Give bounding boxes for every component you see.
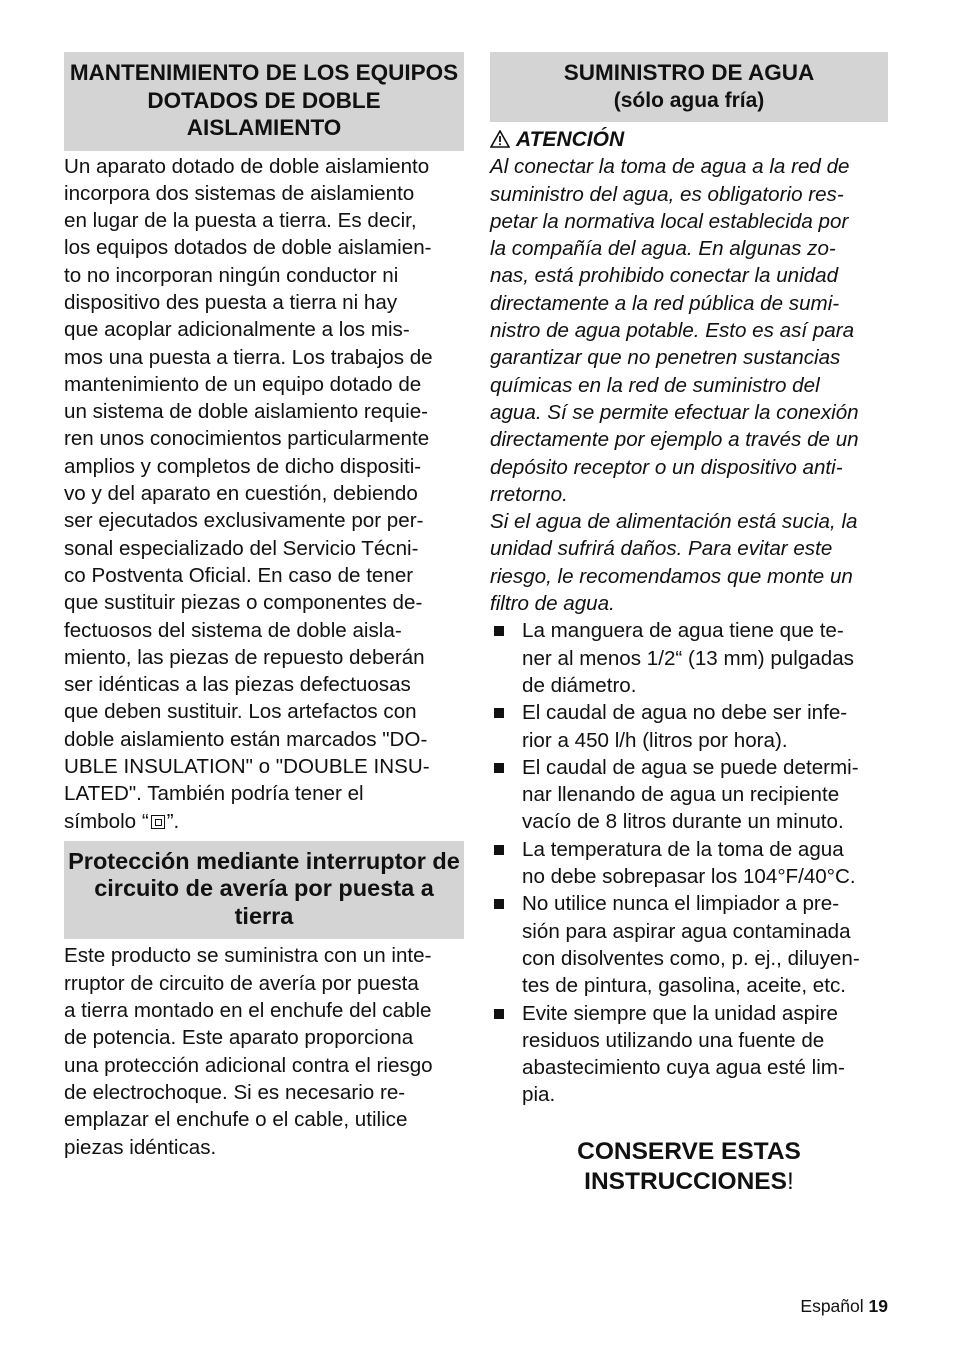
bullet-item [490,1000,888,1109]
section-heading-double-insulation: MANTENIMIENTO DE LOS EQUIPOS DOTADOS DE DOBLE AISLAMIENTO [64,52,464,151]
section-heading-gfci: Protección mediante interruptor de circuito de avería por puesta a tierra [64,841,464,940]
warning-title: ATENCIÓN [516,128,625,151]
text-line: co Postventa Oficial. En caso de tener [64,563,414,587]
right-column [490,52,888,1197]
bullet-text-line: con disolventes como, p. ej., diluyen- [522,946,860,970]
warning-text-line: Si el agua de alimentación está sucia, la [490,510,858,534]
warning-text-line: químicas en la red de suministro del [490,373,820,397]
bullet-square-icon [494,845,504,855]
warning-text-line: agua. Sí se permite efectuar la conexión [490,400,859,424]
bullet-text-line: El caudal de agua no debe ser infe- [522,701,848,725]
double-insulation-paragraph [64,153,464,835]
text-line: un sistema de doble aislamiento requie- [64,400,429,424]
symbol-text-suffix: ”. [166,809,180,833]
bullet-text-line: no debe sobrepasar los 104°F/40°C. [522,865,856,889]
text-line: dispositivo des puesta a tierra ni hay [64,290,398,314]
page-footer [800,1296,888,1317]
bullet-text-line: de diámetro. [522,673,637,697]
bullet-text-line: sión para aspirar agua contaminada [522,919,851,943]
warning-text-line: garantizar que no penetren sustancias [490,346,841,370]
warning-paragraph-2 [490,508,888,617]
text-line: a tierra montado en el enchufe del cable [64,999,432,1023]
water-supply-bullet-list [490,617,888,1108]
gfci-paragraph [64,942,464,1160]
keep-line-2-text: INSTRUCCIONES [584,1167,787,1195]
text-line: de electrochoque. Si es necesario re- [64,1080,406,1104]
warning-paragraph-1 [490,153,888,508]
warning-text-line: directamente a la red pública de sumi- [490,291,840,315]
text-line: to no incorporan ningún conductor ni [64,263,399,287]
text-line: mantenimiento de un equipo dotado de [64,372,422,396]
bullet-text-line: La manguera de agua tiene que te- [522,619,844,643]
text-line: vo y del aparato en cuestión, debiendo [64,482,418,506]
text-line: ser ejecutados exclusivamente por per- [64,509,424,533]
text-line: rruptor de circuito de avería por puesta [64,971,419,995]
text-line: que deben sustituir. Los artefactos con [64,700,417,724]
symbol-text-prefix: símbolo “ [64,809,149,833]
bullet-text-line: ner al menos 1/2“ (13 mm) pulgadas [522,646,854,670]
text-line: miento, las piezas de repuesto deberán [64,645,425,669]
double-insulation-last-line [64,808,464,835]
keep-line-2-exclamation: ! [787,1167,794,1195]
warning-heading [490,126,888,153]
left-column [64,52,464,1161]
text-line: que acoplar adicionalmente a los mis- [64,318,410,342]
bullet-text-line: El caudal de agua se puede determi- [522,755,859,779]
text-line: mos una puesta a tierra. Los trabajos de [64,345,433,369]
warning-text-line: filtro de agua. [490,592,615,616]
text-line: una protección adicional contra el riesgo [64,1053,433,1077]
keep-line-1: CONSERVE ESTAS [577,1137,801,1165]
warning-text-line: directamente por ejemplo a través de un [490,428,859,452]
warning-text-line: Al conectar la toma de agua a la red de [490,155,850,179]
warning-text-line: la compañía del agua. En algunas zo- [490,237,836,261]
text-line: piezas idénticas. [64,1135,217,1159]
bullet-text-line: residuos utilizando una fuente de [522,1028,825,1052]
warning-text-line: nistro de agua potable. Esto es así para [490,319,855,343]
bullet-square-icon [494,708,504,718]
warning-text-line: suministro del agua, es obligatorio res- [490,182,844,206]
water-supply-subtitle: (sólo agua fría) [613,88,765,112]
warning-text-line: petar la normativa local establecida por [490,209,849,233]
bullet-text-line: No utilice nunca el limpiador a pre- [522,892,840,916]
double-insulation-symbol-icon [151,815,165,829]
bullet-item [490,699,888,754]
bullet-square-icon [494,899,504,909]
keep-instructions-notice [490,1137,888,1197]
warning-text-line: rretorno. [490,482,568,506]
text-line: incorpora dos sistemas de aislamiento [64,181,415,205]
bullet-item [490,617,888,699]
bullet-text-line: nar llenando de agua un recipiente [522,783,840,807]
bullet-text-line: abastecimiento cuya agua esté lim- [522,1056,845,1080]
warning-text-line: depósito receptor o un dispositivo anti- [490,455,843,479]
water-supply-title: SUMINISTRO DE AGUA [563,60,815,85]
text-line: amplios y completos de dicho dispositi- [64,454,422,478]
text-line: UBLE INSULATION" o "DOUBLE INSU- [64,755,430,779]
text-line: sonal especializado del Servicio Técni- [64,536,419,560]
bullet-square-icon [494,1009,504,1019]
text-line: Este producto se suministra con un inte- [64,944,432,968]
text-line: ren unos conocimientos particularmente [64,427,430,451]
bullet-text-line: rior a 450 l/h (litros por hora). [522,728,788,752]
text-line: emplazar el enchufe o el cable, utilice [64,1108,408,1132]
text-line: Un aparato dotado de doble aislamiento [64,154,430,178]
section-heading-water-supply [490,52,888,122]
bullet-item [490,754,888,836]
footer-language: Español [800,1296,864,1316]
text-line: que sustituir piezas o componentes de- [64,591,423,615]
bullet-text-line: tes de pintura, gasolina, aceite, etc. [522,974,846,998]
bullet-item [490,890,888,999]
warning-text-line: nas, está prohibido conectar la unidad [490,264,839,288]
page-number: 19 [868,1296,888,1316]
text-line: los equipos dotados de doble aislamien- [64,236,432,260]
text-line: ser idénticas a las piezas defectuosas [64,673,411,697]
bullet-text-line: La temperatura de la toma de agua [522,837,844,861]
bullet-square-icon [494,763,504,773]
keep-line-2 [490,1167,888,1197]
bullet-text-line: pia. [522,1083,556,1107]
bullet-item [490,836,888,891]
bullet-text-line: Evite siempre que la unidad aspire [522,1001,838,1025]
warning-text-line: unidad sufrirá daños. Para evitar este [490,537,833,561]
bullet-text-line: vacío de 8 litros durante un minuto. [522,810,844,834]
text-line: fectuosos del sistema de doble aisla- [64,618,402,642]
warning-triangle-icon [490,130,510,148]
warning-text-line: riesgo, le recomendamos que monte un [490,564,853,588]
text-line: LATED". También podría tener el [64,782,364,806]
bullet-square-icon [494,626,504,636]
text-line: en lugar de la puesta a tierra. Es decir, [64,209,417,233]
text-line: de potencia. Este aparato proporciona [64,1026,414,1050]
text-line: doble aislamiento están marcados "DO- [64,727,428,751]
double-insulation-lines [64,153,464,808]
